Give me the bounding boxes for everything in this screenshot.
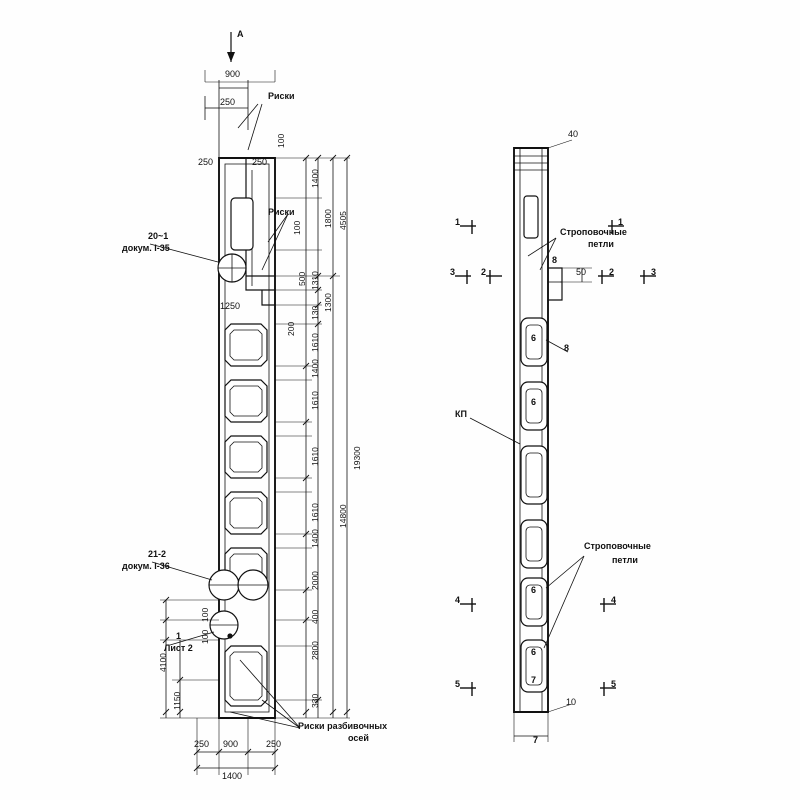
section-mark-right-1: 1	[618, 217, 624, 227]
voids-right-column	[521, 318, 547, 692]
loop-label-1-line2: петли	[588, 239, 614, 249]
chain-dim-1610-a: 1610	[310, 333, 320, 352]
callout-list-line1: 1	[176, 631, 182, 641]
void-top	[231, 198, 253, 250]
dim-250-top-b: 250	[198, 157, 214, 167]
chain-dim-1310: 1310	[310, 271, 320, 290]
chain-dim-1300: 1300	[323, 293, 333, 312]
dim-250-top-c: 250	[252, 157, 268, 167]
dimension-chain-left-view	[275, 155, 350, 718]
chain-dim-1400-c: 1400	[310, 529, 320, 548]
section-mark-left-5: 5	[455, 679, 461, 689]
chain-dim-400: 400	[310, 609, 320, 624]
loop-label-2-line2: петли	[612, 555, 638, 565]
section-letter-a: A	[237, 29, 244, 39]
chain-dim-1800: 1800	[323, 209, 333, 228]
right-dim-50: 50	[576, 267, 587, 277]
bottom-dim-250-a: 250	[194, 739, 210, 749]
bottom-note-line1: Риски разбивочных	[298, 721, 388, 731]
overall-dim-4505: 4505	[338, 211, 348, 230]
voids-column	[225, 324, 267, 706]
dim-200: 200	[286, 321, 296, 336]
item-number-6-d: 6	[531, 647, 537, 657]
bottom-dim-250-b: 250	[266, 739, 282, 749]
section-arrow-a	[227, 32, 235, 62]
callout-20-1-line2: докум. I-35	[122, 243, 170, 253]
chain-dim-130: 130	[310, 305, 320, 320]
overall-dim-14800: 14800	[338, 504, 348, 528]
chain-dim-2800: 2800	[310, 641, 320, 660]
marker-circle-20-1	[218, 254, 246, 282]
callout-21-2-line1: 21-2	[148, 549, 167, 559]
item-number-6-a: 6	[531, 333, 537, 343]
overall-dim-19300: 19300	[352, 446, 362, 470]
chain-dim-1610-d: 1610	[310, 503, 320, 522]
kp-label: КП	[455, 409, 467, 419]
chain-dim-500: 500	[297, 271, 307, 286]
chain-dim-1610-b: 1610	[310, 391, 320, 410]
dim-250-top-a: 250	[220, 97, 236, 107]
riski-label-1: Риски	[268, 91, 295, 101]
section-mark-left-1: 1	[455, 217, 461, 227]
right-dim-10: 10	[566, 697, 577, 707]
marker-circles-lower	[209, 570, 268, 639]
chain-dim-1400-b: 1400	[310, 359, 320, 378]
bottom-mark-7: 7	[533, 735, 539, 745]
section-mark-left-4: 4	[455, 595, 461, 605]
tick-100-b: 100	[292, 220, 302, 235]
bottom-dim-900: 900	[223, 739, 239, 749]
dim-900-top: 900	[225, 69, 241, 79]
loop-label-1-line1: Строповочные	[560, 227, 627, 237]
section-mark-right-2: 2	[609, 267, 615, 277]
left-dim-1150: 1150	[172, 691, 182, 710]
item-number-8-b: 8	[564, 343, 570, 353]
section-mark-right-5: 5	[611, 679, 617, 689]
section-mark-right-3: 3	[651, 267, 657, 277]
chain-dim-2000: 2000	[310, 571, 320, 590]
riski-label-2: Риски	[268, 207, 295, 217]
item-number-6-c: 6	[531, 585, 537, 595]
section-marks-right-view	[455, 217, 656, 696]
left-dim-4100: 4100	[158, 653, 168, 672]
bottom-dim-1400: 1400	[222, 771, 243, 781]
loop-label-2-line1: Строповочные	[584, 541, 651, 551]
section-mark-left-2: 2	[481, 267, 487, 277]
callout-list-line2: Лист 2	[164, 643, 193, 653]
chain-dim-1400-a: 1400	[310, 169, 320, 188]
bottom-note-line2: осей	[348, 733, 369, 743]
left-dim-100-b: 100	[200, 629, 210, 644]
section-mark-right-4: 4	[611, 595, 617, 605]
callout-21-2-line2: докум. I-36	[122, 561, 170, 571]
left-dim-100-a: 100	[200, 607, 210, 622]
item-number-7: 7	[531, 675, 537, 685]
chain-dim-330: 330	[310, 693, 320, 708]
callout-20-1-line1: 20~1	[148, 231, 169, 241]
item-number-8-a: 8	[552, 255, 558, 265]
dimension-chain-left-side	[160, 597, 219, 718]
tick-100-a: 100	[276, 133, 286, 148]
item-number-6-b: 6	[531, 397, 537, 407]
section-mark-left-3: 3	[450, 267, 456, 277]
chain-dim-1610-c: 1610	[310, 447, 320, 466]
dim-1250: 1250	[220, 301, 241, 311]
right-dim-40: 40	[568, 129, 579, 139]
